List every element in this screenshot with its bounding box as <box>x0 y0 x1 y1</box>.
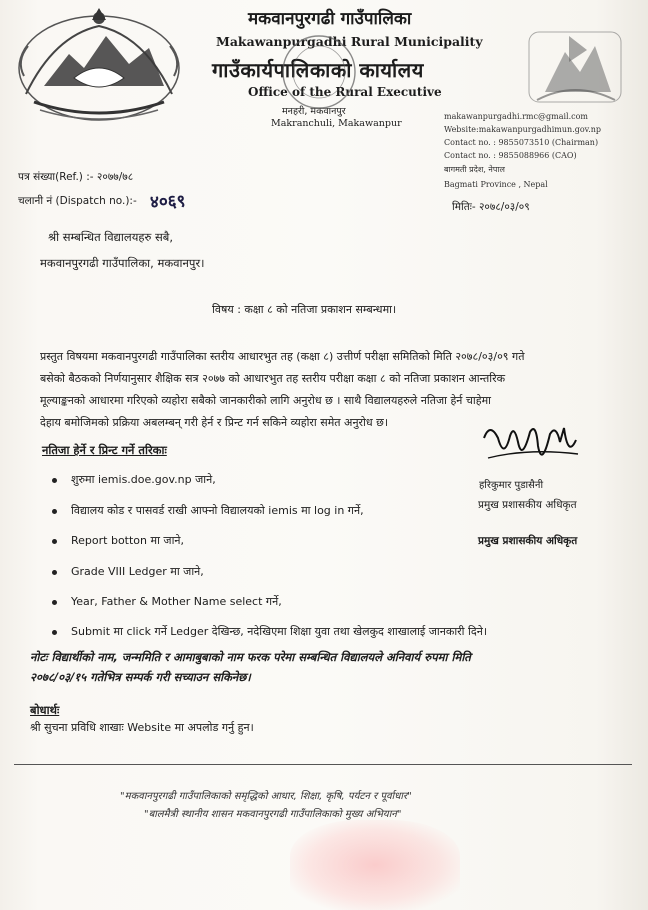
step-text: Grade VIII Ledger मा जाने, <box>71 565 204 578</box>
addressee-line-2: मकवानपुरगढी गाउँपालिका, मकवानपुर। <box>40 256 205 270</box>
contact-province-english: Bagmati Province , Nepal <box>444 180 548 189</box>
contact-chairman-phone: Contact no. : 9855073510 (Chairman) <box>444 138 599 147</box>
bullet-icon <box>52 570 57 575</box>
step-item <box>52 472 216 487</box>
signatory-title: प्रमुख प्रशासकीय अधिकृत <box>478 499 577 511</box>
dispatch-number-value: ४०६९ <box>149 191 186 213</box>
municipality-name-english: Makawanpurgadhi Rural Municipality <box>216 34 483 49</box>
office-name-nepali: गाउँकार्यपालिकाको कार्यालय <box>212 58 424 82</box>
body-line: प्रस्तुत विषयमा मकवानपुरगढी गाउँपालिका स्तरीय आधारभुत तह (कक्षा ८) उत्तीर्ण परीक्षा समितिको मिति २०७८/०३/०९ गते <box>40 350 525 363</box>
bullet-icon <box>52 600 57 605</box>
bullet-icon <box>52 478 57 483</box>
contact-cao-phone: Contact no. : 9855088966 (CAO) <box>444 151 577 160</box>
dispatch-number-label: चलानी नं (Dispatch no.):- <box>18 195 137 207</box>
cc-heading: बोधार्थः <box>30 703 60 717</box>
contact-province-nepali: बागमती प्रदेश, नेपाल <box>444 165 505 174</box>
office-name-english: Office of the Rural Executive <box>248 85 442 99</box>
office-seal-stamp <box>278 32 360 112</box>
ink-smudge <box>290 820 460 910</box>
flag-stamp-logo <box>525 22 625 110</box>
step-item <box>52 503 364 518</box>
footer-motto-1: "मकवानपुरगढी गाउँपालिकाको समृद्धिको आधार, शिक्षा, कृषि, पर्यटन र पूर्वाधार" <box>120 791 412 802</box>
contact-website: Website:makawanpurgadhimun.gov.np <box>444 125 602 134</box>
reference-number <box>18 170 133 184</box>
footer-divider <box>14 764 632 765</box>
date-value: २०७८/०३/०९ <box>478 201 530 213</box>
bullet-icon <box>52 630 57 635</box>
step-text: विद्यालय कोड र पासवर्ड राखी आफ्नो विद्यालयको iemis मा log in गर्ने, <box>71 504 364 517</box>
body-line: देहाय बमोजिमको प्रक्रिया अबलम्बन् गरी हेर्न र प्रिन्ट गर्न सकिने व्यहोरा समेत अनुरोध छ। <box>40 416 389 429</box>
step-text: Report botton मा जाने, <box>71 534 185 547</box>
bullet-icon <box>52 509 57 514</box>
step-text: शुरुमा iemis.doe.gov.np जाने, <box>71 473 216 486</box>
reference-value: २०७७/७८ <box>96 171 134 183</box>
letter-subject: विषय : कक्षा ८ को नतिजा प्रकाशन सम्बन्धमा। <box>212 303 397 316</box>
step-text: Year, Father & Mother Name select गर्ने, <box>71 595 282 608</box>
location-nepali: मनहरी, मकवानपुर <box>282 106 346 117</box>
cc-recipient: श्री सुचना प्रविधि शाखाः Website मा अपलोड गर्नु हुन। <box>30 721 254 734</box>
step-item <box>52 533 184 548</box>
signatory-name: हरिकुमार पुडासैनी <box>479 480 544 491</box>
municipality-name-nepali: मकवानपुरगढी गाउँपालिका <box>248 9 412 29</box>
step-item <box>52 624 487 639</box>
steps-heading: नतिजा हेर्ने र प्रिन्ट गर्ने तरिकाः <box>42 443 167 457</box>
reference-label: पत्र संख्या(Ref.) :- <box>18 171 94 183</box>
contact-email: makawanpurgadhi.rmc@gmail.com <box>444 112 589 121</box>
location-english: Makranchuli, Makawanpur <box>271 118 402 129</box>
letter-date <box>452 200 530 214</box>
handwritten-signature <box>478 418 588 478</box>
body-line: मूल्याङ्कनको आधारमा गरिएको व्यहोरा सबैको जानकारीको लागि अनुरोध छ । साथै विद्यालयहरुले नतिजा हेर्न चाहेमा <box>40 394 492 407</box>
bullet-icon <box>52 539 57 544</box>
date-label: मितिः- <box>452 201 476 213</box>
step-text: Submit मा click गर्ने Ledger देखिन्छ, नदेखिएमा शिक्षा युवा तथा खेलकुद शाखालाई जानकारी दिने। <box>71 625 487 638</box>
note-line-2: २०७८/०३/१५ गतेभित्र सम्पर्क गरी सच्याउन सकिनेछ। <box>30 670 251 684</box>
body-line: बसेको बैठकको निर्णयानुसार शैक्षिक सत्र २०७७ को आधारभुत तह स्तरीय परीक्षा कक्षा ८ को नतिजा प्रकाशन आन्तरिक <box>40 372 506 385</box>
signatory-stamp-title: प्रमुख प्रशासकीय अधिकृत <box>478 535 578 547</box>
step-item <box>52 564 204 579</box>
step-item <box>52 594 282 609</box>
note-line-1: नोटः विद्यार्थीको नाम, जन्ममिति र आमाबुबाको नाम फरक परेमा सम्बन्धित विद्यालयले अनिवार्य रुपमा मिति <box>30 650 471 664</box>
footer-motto-2: "बालमैत्री स्थानीय शासन मकवानपुरगढी गाउँपालिकाको मुख्य अभियान" <box>144 809 402 820</box>
nepal-emblem-logo <box>14 6 184 124</box>
addressee-line-1: श्री सम्बन्धित विद्यालयहरु सबै, <box>48 230 173 244</box>
